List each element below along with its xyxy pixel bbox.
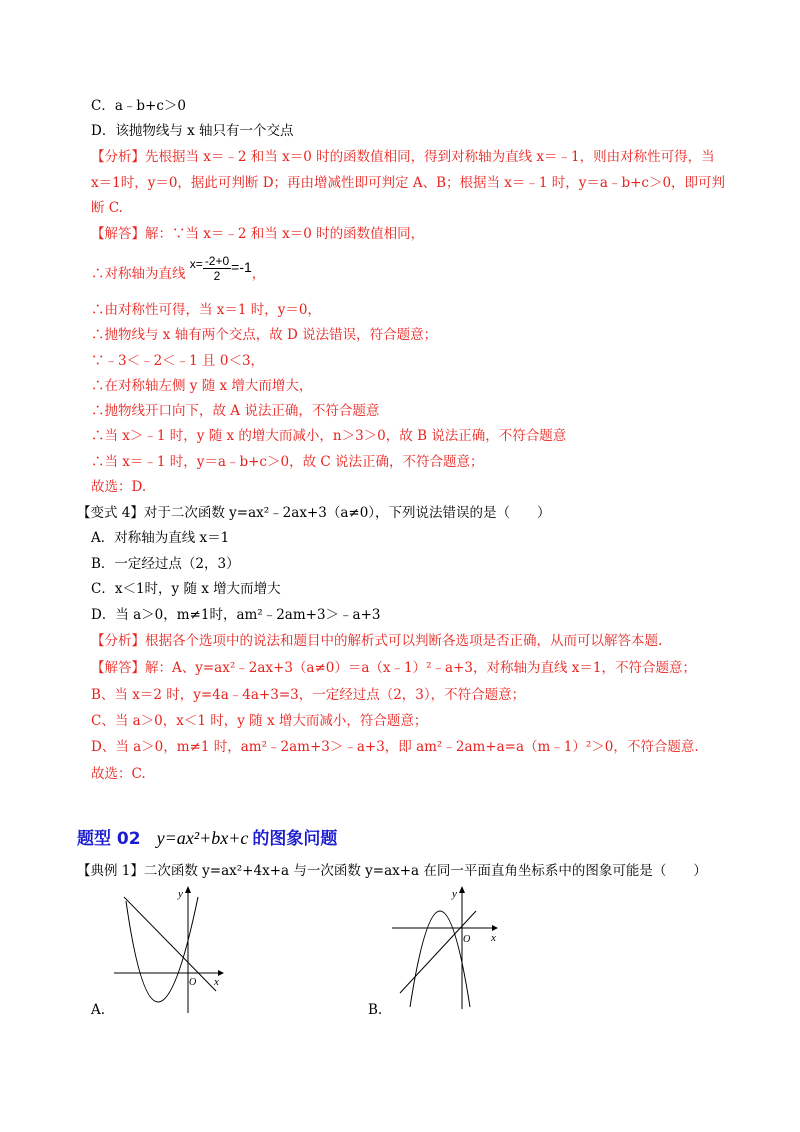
graph-a-line (124, 897, 216, 991)
answer: 故选：D. (91, 479, 147, 495)
variant4-solution-d: D、当 a＞0，m≠1 时，am²﹣2am+3＞﹣a+3，即 am²﹣2am+a=a（m﹣1）²＞0，不符合题意. (91, 739, 699, 755)
graph-a-origin: O (189, 977, 197, 988)
analysis-line-2: x＝1时，y＝0，据此可判断 D；再由增减性即可判定 A、B；根据当 x＝﹣1 时，y＝a﹣b+c＞0，即可判 (91, 175, 726, 191)
fraction-denominator: 2 (213, 269, 221, 283)
graph-a-y-label: y (178, 888, 183, 900)
solution-line-2-end: ， (251, 266, 266, 282)
solution-line-7: ∴抛物线开口向下，故 A 说法正确，不符合题意 (91, 403, 380, 419)
graph-b-x-arrow (492, 925, 498, 931)
variant4-option-b: B．一定经过点（2，3） (91, 556, 240, 572)
analysis-line-1: 【分析】先根据当 x＝﹣2 和当 x＝0 时的函数值相同，得到对称轴为直线 x＝﹣1，则由对称性可得，当 (91, 149, 715, 165)
section-heading-prefix: 题型 02 (77, 829, 141, 849)
section-heading-suffix: 的图象问题 (252, 829, 338, 849)
axis-formula-rhs: =-1 (231, 259, 252, 275)
solution-line-9: ∴当 x＝﹣1 时，y＝a﹣b+c＞0，故 C 说法正确，不符合题意； (91, 454, 484, 470)
variant4-option-c: C．x＜1时，y 随 x 增大而增大 (91, 581, 281, 597)
graph-b-y-arrow (459, 886, 465, 893)
variant4-answer: 故选：C. (91, 766, 146, 782)
graph-b-origin: O (463, 934, 471, 945)
solution-line-8: ∴当 x＞﹣1 时，y 随 x 的增大而减小，n＞3＞0，故 B 说法正确，不符合题意 (91, 428, 567, 444)
fraction-numerator: -2+0 (204, 254, 230, 268)
variant4-solution-c: C、当 a＞0，x＜1 时，y 随 x 增大而减小，符合题意； (91, 713, 428, 729)
solution-line-4: ∴抛物线与 x 轴有两个交点，故 D 说法错误，符合题意； (91, 327, 438, 343)
graph-a-label: A. (91, 1002, 106, 1018)
variant4-solution-b: B、当 x＝2 时，y=4a﹣4a+3=3，一定经过点（2，3），不符合题意； (91, 687, 526, 703)
solution-line-6: ∴在对称轴左侧 y 随 x 增大而增大， (91, 378, 313, 394)
graph-a-x-label: x (214, 976, 219, 988)
variant4-option-d: D．当 a＞0，m≠1时，am²﹣2am+3＞﹣a+3 (91, 607, 381, 623)
solution-line-2-prefix: ∴对称轴为直线 (91, 266, 186, 282)
option-c: C．a﹣b+c＞0 (91, 98, 186, 114)
variant4-question: 【变式 4】对于二次函数 y=ax²﹣2ax+3（a≠0），下列说法错误的是（ ） (77, 505, 551, 521)
variant4-solution-a: 【解答】解：A、y=ax²﹣2ax+3（a≠0）＝a（x﹣1）²﹣a+3，对称轴为直线 x＝1，不符合题意； (91, 660, 696, 676)
graph-b-y-label: y (452, 888, 457, 900)
variant4-analysis: 【分析】根据各个选项中的说法和题目中的解析式可以判断各选项是否正确，从而可以解答本题. (91, 633, 663, 649)
example1-question: 【典例 1】二次函数 y=ax²+4x+a 与一次函数 y=ax+a 在同一平面直角坐标系中的图象可能是（ ） (77, 863, 707, 879)
option-d: D．该抛物线与 x 轴只有一个交点 (91, 123, 294, 139)
solution-line-5: ∵﹣3＜﹣2＜﹣1 且 0＜3， (91, 353, 265, 369)
section-heading-formula: y=ax²+bx+c (156, 828, 249, 848)
solution-line-3: ∴由对称性可得，当 x＝1 时，y＝0， (91, 302, 322, 318)
section-heading (77, 824, 337, 849)
graph-a (108, 885, 228, 1015)
graph-a-x-arrow (218, 970, 224, 976)
graph-b-parabola (410, 911, 470, 1007)
analysis-line-3: 断 C. (91, 200, 123, 216)
graph-b-line (400, 911, 476, 993)
solution-line-2 (91, 254, 266, 289)
graph-a-y-arrow (185, 886, 191, 893)
axis-formula-fraction (203, 254, 231, 283)
graph-b-x-label: x (491, 932, 496, 944)
variant4-option-a: A．对称轴为直线 x＝1 (91, 530, 230, 546)
axis-formula-lhs: x= (189, 257, 203, 271)
graph-b (388, 885, 508, 1015)
solution-line-1: 【解答】解：∵当 x＝﹣2 和当 x＝0 时的函数值相同， (91, 226, 425, 242)
graph-a-parabola (126, 897, 198, 1002)
graph-b-label: B. (368, 1002, 383, 1018)
